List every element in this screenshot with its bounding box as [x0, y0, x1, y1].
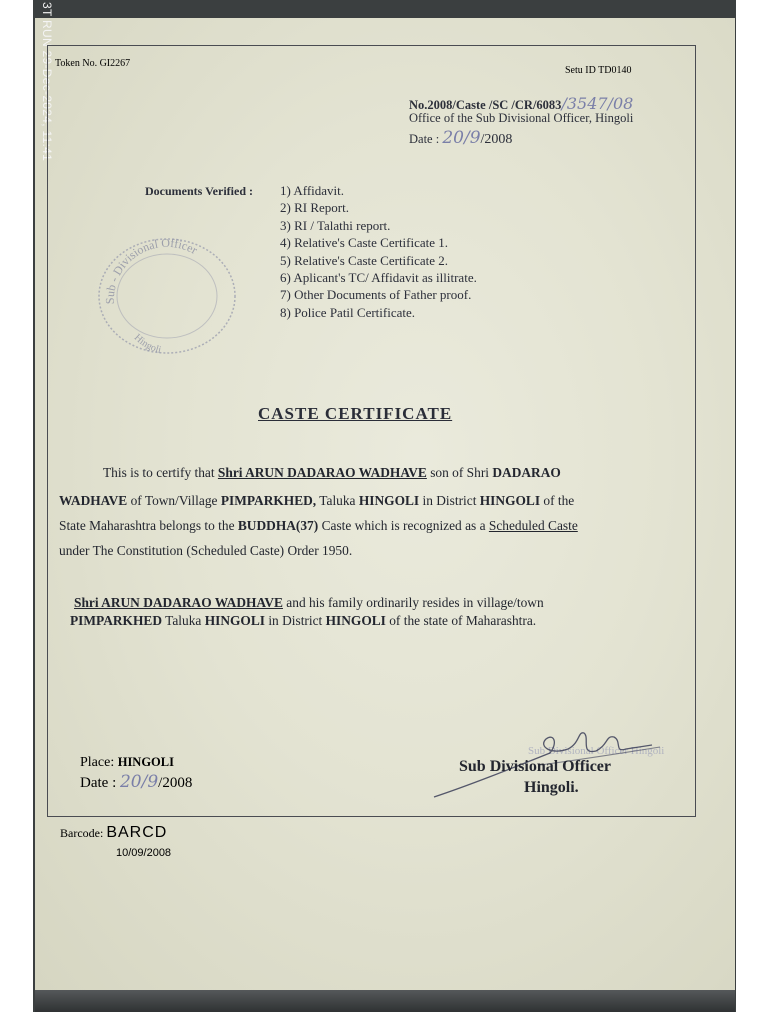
signatory-title: Sub Divisional Officer [459, 758, 612, 775]
caste-category: Scheduled Caste [488, 518, 578, 533]
village-name: PIMPARKHED, [220, 493, 317, 508]
seal-stamp [94, 234, 240, 358]
svg-text:Hingoli [132, 332, 163, 356]
barcode-date: 10/09/2008 [116, 847, 172, 859]
place-line: Place: HINGOLI [80, 755, 174, 770]
paper-bottom-edge [35, 990, 735, 1012]
document-item: 3) RI / Talathi report. [280, 217, 391, 233]
documents-list [280, 183, 477, 322]
certificate-border [47, 45, 696, 817]
barcode-line: Barcode: BARCD [60, 824, 168, 841]
paragraph1-line1: This is to certify that Shri ARUN DADARAO WADHAVE son of Shri DADARAO [103, 465, 561, 480]
issue-date-handwritten: 20/9 [442, 128, 481, 148]
caste-name: BUDDHA(37) [237, 518, 319, 533]
reference-handwritten: /3547/08 [561, 94, 634, 113]
document-item: 5) Relative's Caste Certificate 2. [280, 252, 449, 268]
seal-text-top: Sub - Divisional Officer [102, 235, 200, 305]
document-item: 1) Affidavit. [280, 183, 345, 198]
place-date-handwritten: 20/9 [119, 772, 159, 792]
office-name: Office of the Sub Divisional Officer, Hingoli [409, 111, 634, 125]
issue-date: Date : 20/9/2008 [409, 128, 513, 148]
reference-number: No.2008/Caste /SC /CR/6083/3547/08 [409, 94, 634, 113]
paragraph1-line3: State Maharashtra belongs to the BUDDHA(37) Caste which is recognized as a Scheduled Caste [59, 518, 578, 533]
setu-id: Setu ID TD0140 [565, 65, 632, 76]
place-value: HINGOLI [117, 755, 174, 769]
paragraph1-line2: WADHAVE of Town/Village PIMPARKHED, Taluka HINGOLI in District HINGOLI of the [59, 493, 575, 508]
document-item: 7) Other Documents of Father proof. [280, 287, 472, 303]
photo-timestamp: 3T RUN 29-Dec-2024, 11:41 [40, 2, 54, 162]
place-date-line: Date : 20/9/2008 [80, 772, 193, 792]
documents-verified-label: Documents Verified : [145, 184, 253, 198]
document-item: 6) Aplicant's TC/ Affidavit as illitrate. [280, 269, 477, 285]
barcode-value: BARCD [106, 824, 168, 841]
applicant-name: Shri ARUN DADARAO WADHAVE [217, 465, 427, 480]
document-item: 2) RI Report. [280, 200, 349, 216]
paragraph2-line1: Shri ARUN DADARAO WADHAVE and his family ordinarily resides in village/town [74, 595, 544, 610]
paragraph1-line4: under The Constitution (Scheduled Caste) Order 1950. [59, 543, 353, 558]
document-item: 8) Police Patil Certificate. [280, 304, 416, 320]
paragraph2-line2: PIMPARKHED Taluka HINGOLI in District HINGOLI of the state of Maharashtra. [70, 613, 537, 628]
faint-stamp: Sub Divisional Officer Hingoli [528, 745, 665, 757]
token-number: Token No. GI2267 [55, 58, 131, 69]
certificate-title: CASTE CERTIFICATE [258, 404, 453, 423]
seal-text-bottom: Hingoli [131, 332, 163, 356]
signatory-place: Hingoli. [524, 779, 579, 796]
document-item: 4) Relative's Caste Certificate 1. [280, 235, 449, 251]
